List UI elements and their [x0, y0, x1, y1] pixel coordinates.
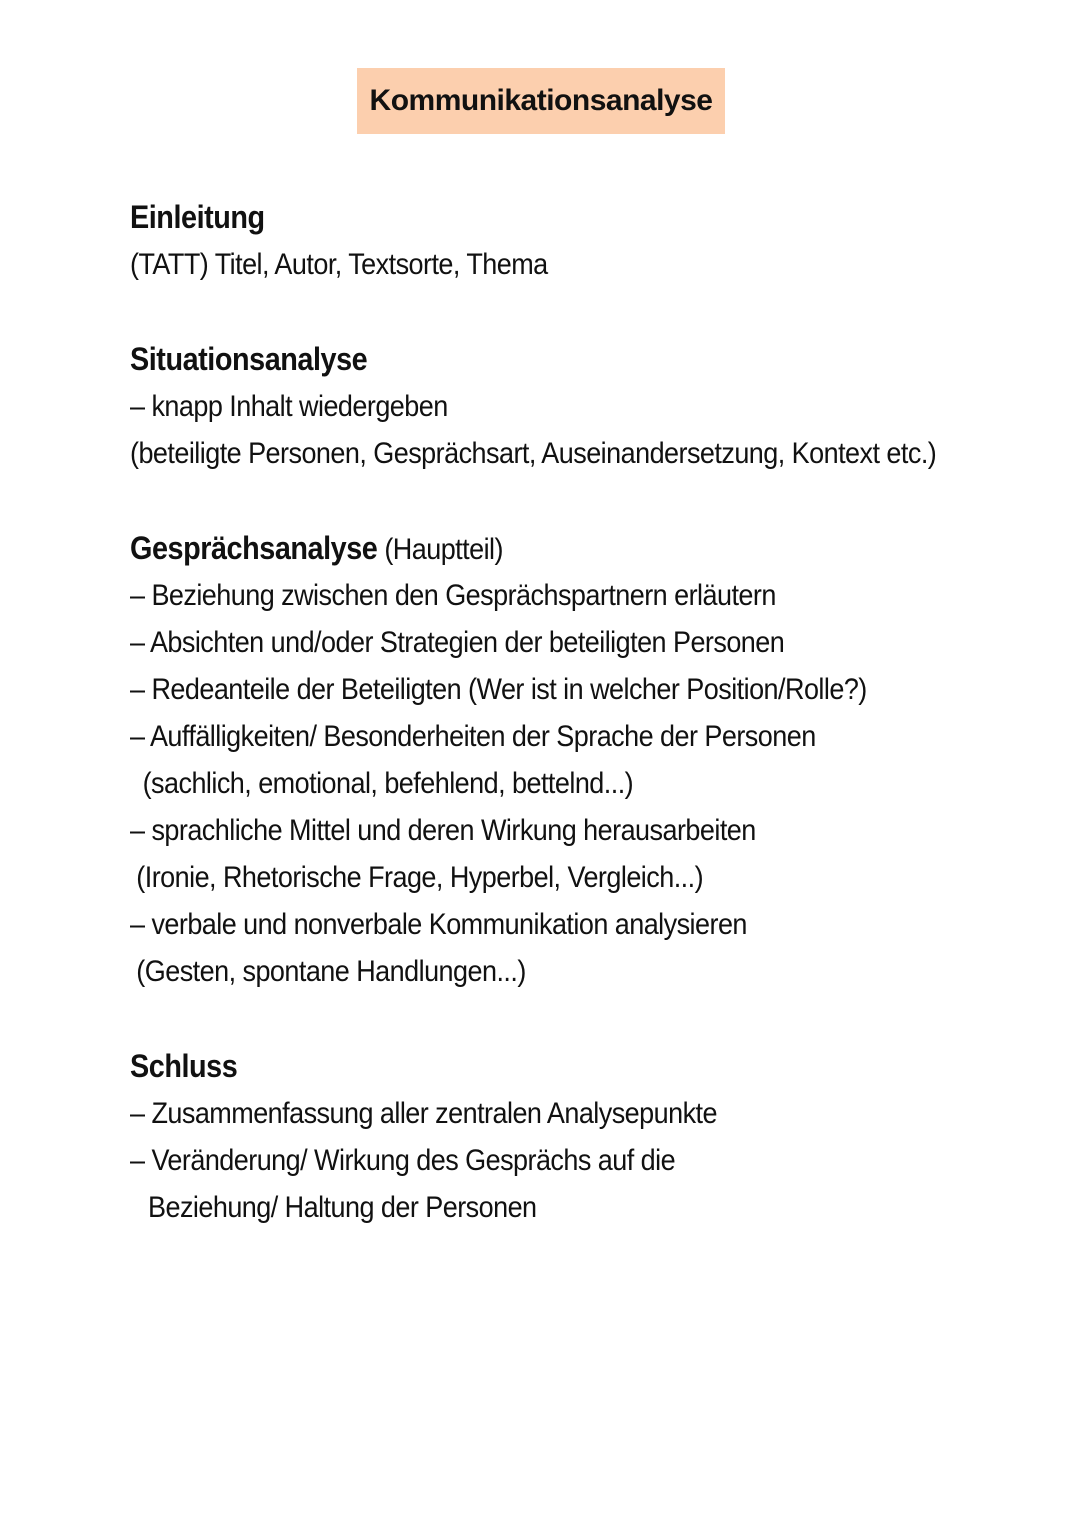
section-heading-schluss: Schluss: [130, 1048, 238, 1084]
section-heading-gespraechsanalyse: Gesprächsanalyse: [130, 530, 378, 566]
section-heading-situationsanalyse: Situationsanalyse: [130, 341, 368, 377]
section-spacer: [130, 995, 1030, 1043]
section-line: (sachlich, emotional, befehlend, bettelnd...): [142, 767, 634, 800]
section-line: – Zusammenfassung aller zentralen Analysepunkte: [130, 1097, 717, 1130]
section-situationsanalyse: [130, 336, 1030, 477]
section-line: (beteiligte Personen, Gesprächsart, Auseinandersetzung, Kontext etc.): [130, 437, 937, 470]
section-line: (Gesten, spontane Handlungen...): [136, 955, 526, 988]
section-line: – Redeanteile der Beteiligten (Wer ist in welcher Position/Rolle?): [130, 673, 867, 706]
section-einleitung: [130, 194, 1030, 288]
section-line: – verbale und nonverbale Kommunikation analysieren: [130, 908, 747, 941]
title-box: [357, 68, 725, 134]
section-line: – Beziehung zwischen den Gesprächspartnern erläutern: [130, 579, 776, 612]
section-heading-note: (Hauptteil): [384, 533, 503, 566]
section-spacer: [130, 288, 1030, 336]
section-heading-row: [130, 525, 940, 572]
section-line: – Auffälligkeiten/ Besonderheiten der Sprache der Personen: [130, 720, 816, 753]
section-line: – Absichten und/oder Strategien der beteiligten Personen: [130, 626, 785, 659]
section-line: – sprachliche Mittel und deren Wirkung herausarbeiten: [130, 814, 756, 847]
section-spacer: [130, 477, 1030, 525]
section-line: (TATT) Titel, Autor, Textsorte, Thema: [130, 248, 548, 281]
document-body: [130, 194, 1030, 1231]
section-line: – Veränderung/ Wirkung des Gesprächs auf die: [130, 1144, 676, 1177]
section-line: (Ironie, Rhetorische Frage, Hyperbel, Vergleich...): [136, 861, 704, 894]
section-heading-einleitung: Einleitung: [130, 199, 265, 235]
section-gespraechsanalyse: [130, 525, 1030, 995]
page-title: Kommunikationsanalyse: [369, 84, 713, 117]
section-line: – knapp Inhalt wiedergeben: [130, 390, 448, 423]
section-schluss: [130, 1043, 1030, 1231]
section-line: Beziehung/ Haltung der Personen: [148, 1191, 537, 1224]
